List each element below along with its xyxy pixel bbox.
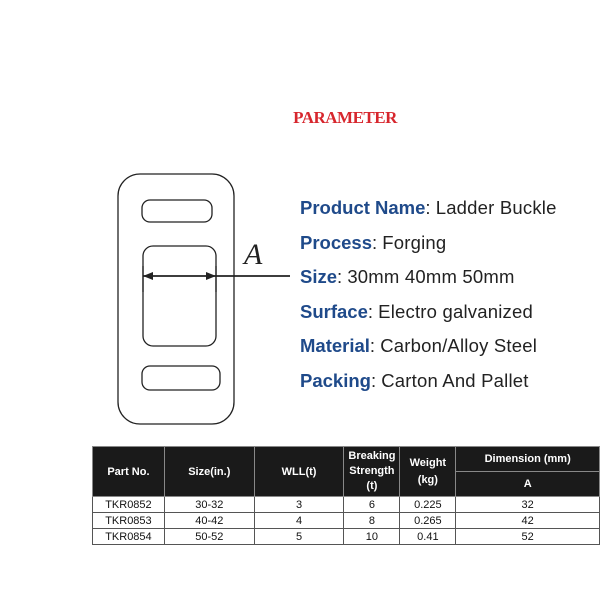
spec-surface [300,300,557,335]
cell-size: 40-42 [164,513,254,529]
header-breaking-line-2: Strength [349,465,395,477]
cell-part-no: TKR0852 [93,497,165,513]
header-weight [400,447,456,497]
header-breaking-strength [344,447,400,497]
cell-wll: 5 [254,529,344,545]
header-weight-line-2: (kg) [417,473,438,486]
spec-separator: : [367,300,374,322]
parameter-table [92,446,600,545]
header-dimension: Dimension (mm) [456,447,600,472]
spec-separator: : [337,266,343,288]
cell-breaking-strength: 10 [344,529,400,545]
spec-separator: : [425,197,431,218]
spec-material [300,334,557,369]
spec-value: Ladder Buckle [435,197,557,218]
header-breaking-line-3: (t) [366,480,378,492]
cell-dimension-a: 42 [456,513,600,529]
spec-label: Packing [300,369,371,391]
spec-value: 30mm 40mm 50mm [347,266,515,288]
cell-weight: 0.225 [400,497,456,513]
page-title: PARAMETER [293,108,397,127]
cell-part-no: TKR0853 [93,513,165,529]
buckle-center-window [143,246,216,346]
buckle-top-slot [142,200,212,222]
spec-value: Forging [382,231,447,253]
spec-process [300,231,557,266]
header-wll: WLL(t) [254,447,344,497]
dimension-label: A [244,238,263,271]
cell-size: 50-52 [164,529,254,545]
cell-breaking-strength: 8 [344,513,400,529]
spec-product-name [300,196,557,231]
cell-dimension-a: 32 [456,497,600,513]
table-row [93,529,600,545]
header-weight-line-1: Weight [409,456,447,469]
buckle-bottom-slot [142,366,220,390]
table-row [93,513,600,529]
header-dimension-a: A [456,472,600,497]
spec-value: Carton And Pallet [381,369,529,391]
spec-separator: : [369,335,376,357]
cell-wll: 4 [254,513,344,529]
cell-dimension-a: 52 [456,529,600,545]
spec-value: Electro galvanized [378,300,533,322]
cell-part-no: TKR0854 [93,529,165,545]
spec-value: Carbon/Alloy Steel [380,335,538,357]
spec-label: Material [300,335,370,357]
table-row [93,497,600,513]
cell-weight: 0.265 [400,513,456,529]
spec-list [300,196,557,404]
cell-size: 30-32 [164,497,254,513]
arrowhead-left [143,272,153,280]
spec-size [300,265,557,300]
spec-label: Product Name [300,197,426,218]
cell-wll: 3 [254,497,344,513]
cell-breaking-strength: 6 [344,497,400,513]
spec-label: Size [300,266,338,288]
buckle-drawing [110,168,290,428]
spec-separator: : [372,231,378,253]
cell-weight: 0.41 [400,529,456,545]
header-part-no: Part No. [93,447,165,497]
arrowhead-right [206,272,216,280]
header-size: Size(in.) [164,447,254,497]
spec-label: Process [300,231,372,253]
spec-separator: : [370,369,377,391]
spec-label: Surface [300,300,368,322]
spec-packing [300,369,557,404]
header-breaking-line-1: Breaking [348,450,396,462]
